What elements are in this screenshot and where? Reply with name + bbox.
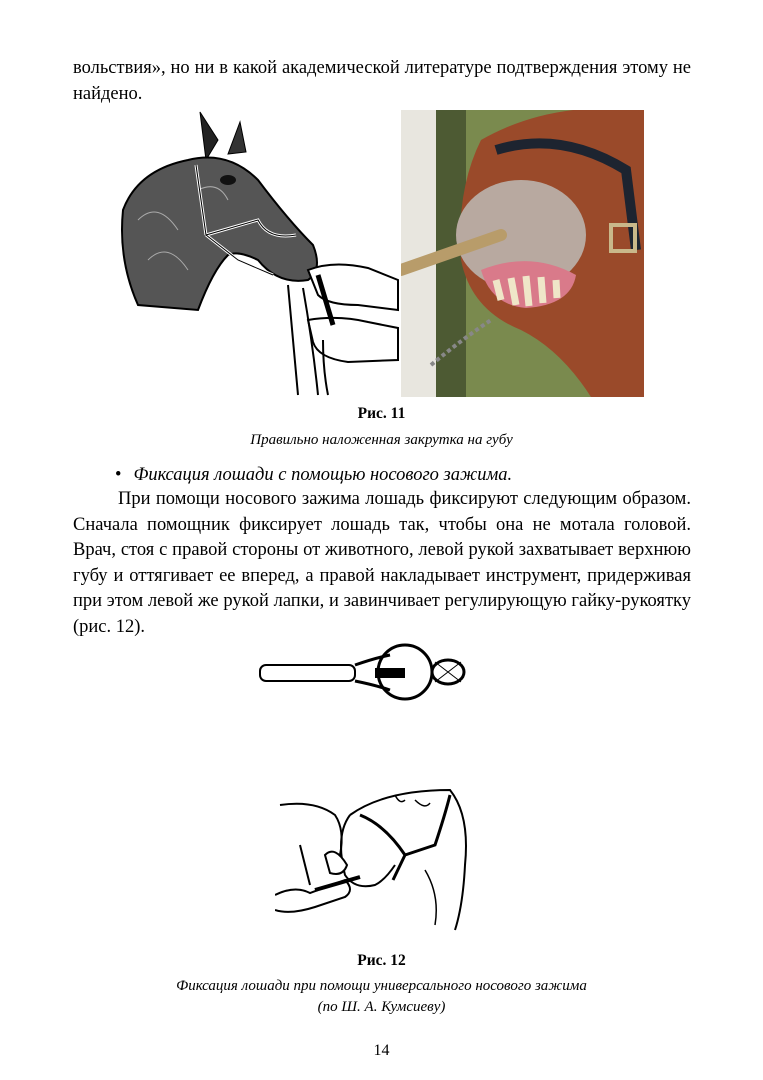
paragraph-body: При помощи носового зажима лошадь фиксируют следующим образом. Сначала помощник фиксирует лошадь так, чтобы она не мотала головой. Врач, стоя с правой стороны от животного, левой рукой захватывает верхнюю губу и оттягивает ее вперед, а правой накладывает инструмент, придерживая при этом левой же рукой лапки, и завинчивает регулирующую гайку-рукоятку (рис. 12). — [73, 489, 691, 637]
nose-clamp-drawing — [255, 640, 475, 710]
figure-12-caption-line1: Фиксация лошади при помощи универсального носового зажима — [176, 978, 587, 994]
figure-11-drawing — [118, 110, 400, 400]
figure-11-photo — [401, 110, 644, 397]
figure-12-caption-line2: (по Ш. А. Кумсиеву) — [317, 999, 446, 1015]
figure-11-caption: Правильно наложенная закрутка на губу — [250, 432, 513, 448]
bullet-icon: • — [115, 465, 122, 485]
figure-12-label: Рис. 12 — [357, 952, 406, 969]
figure-12-drawing — [275, 785, 480, 935]
bullet-text: Фиксация лошади с помощью носового зажима. — [133, 465, 513, 485]
bullet-heading — [115, 463, 512, 488]
paragraph-continuation: вольствия», но ни в какой академической литературе подтверждения этому не найдено. — [73, 58, 691, 104]
page-number: 14 — [373, 1042, 390, 1059]
figure-11-label: Рис. 11 — [357, 405, 406, 422]
